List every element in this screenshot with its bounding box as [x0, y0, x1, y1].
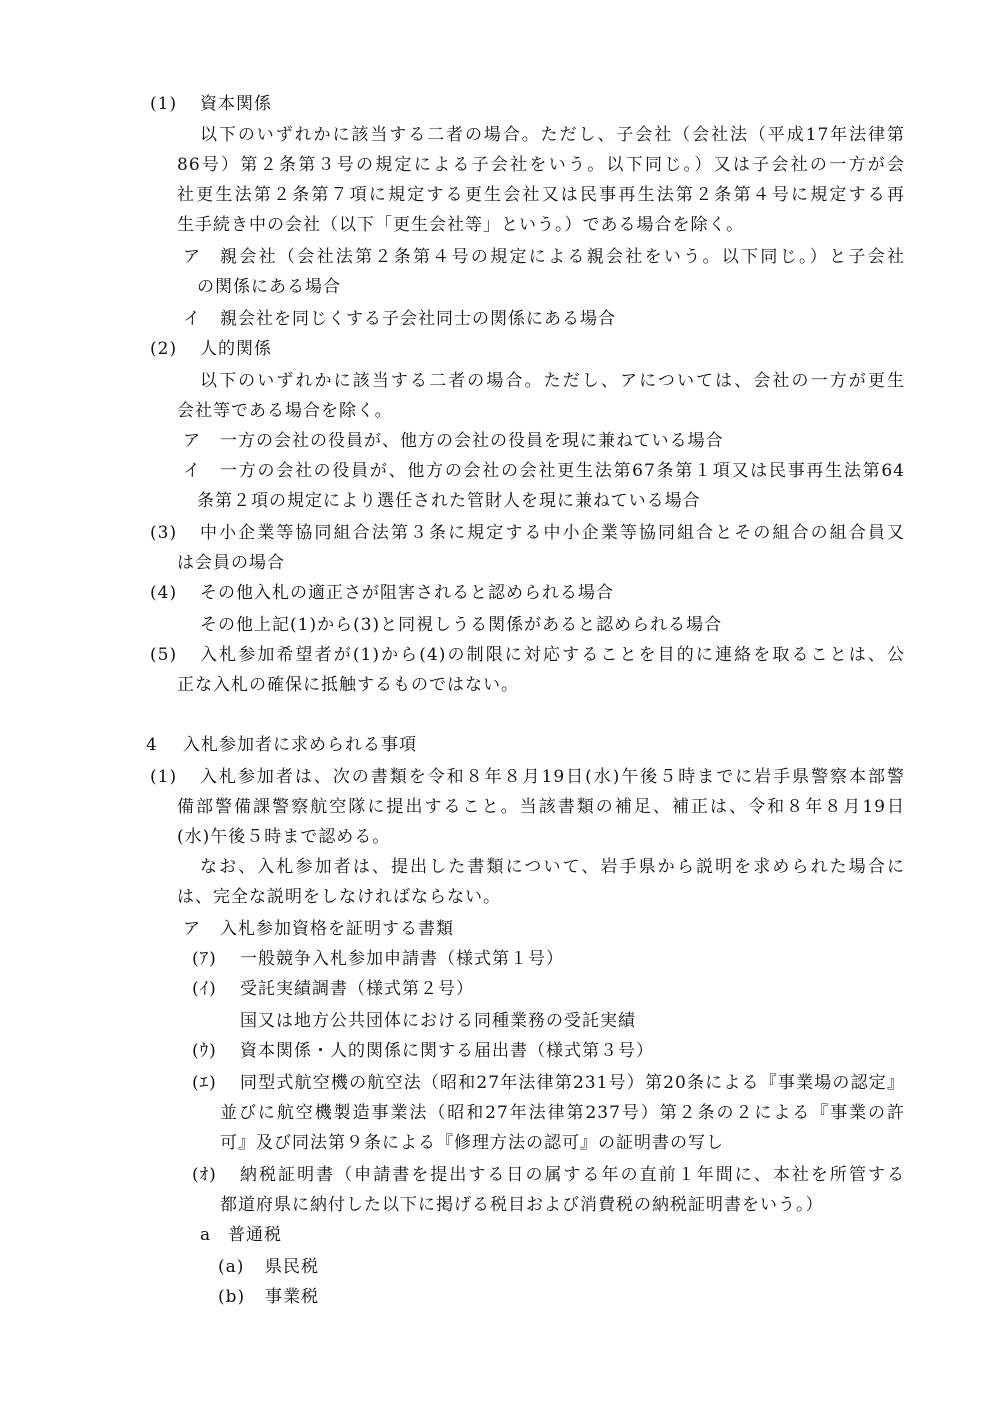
line-text: 社更生法第２条第７項に規定する更生会社又は民事再生法第２条第４号に規定する再: [177, 185, 905, 205]
line-text: 納税証明書（申請書を提出する日の属する年の直前１年間に、本社を所管する: [240, 1165, 905, 1185]
line-text: 入札参加者は、次の書類を令和８年８月19日(水)午後５時までに岩手県警察本部警: [200, 767, 905, 787]
line-text: 並びに航空機製造事業法（昭和27年法律第237号）第２条の２による『事業の許: [220, 1103, 905, 1123]
line-text: 会社等である場合を除く。: [177, 401, 393, 421]
line-text: 入札参加者に求められる事項: [183, 735, 417, 755]
line-text: 事業税: [265, 1287, 319, 1307]
line-text: 受託実績調書（様式第２号）: [240, 979, 474, 999]
line-text: 親会社を同じくする子会社同士の関係にある場合: [220, 309, 616, 329]
line-text: 以下のいずれかに該当する二者の場合。ただし、アについては、会社の一方が更生: [200, 371, 905, 391]
line-text: は会員の場合: [177, 553, 285, 573]
item-marker: (a): [218, 1257, 245, 1277]
item-marker: ア: [183, 247, 201, 267]
item-marker: (3): [150, 523, 178, 543]
line-text: 一方の会社の役員が、他方の会社の会社更生法第67条第１項又は民事再生法第64: [220, 461, 905, 481]
item-marker: ア: [183, 919, 201, 939]
line-text: 都道府県に納付した以下に掲げる税目および消費税の納税証明書をいう。）: [220, 1195, 824, 1215]
item-marker: (ｳ): [192, 1041, 217, 1061]
line-text: 県民税: [265, 1257, 319, 1277]
line-text: 中小企業等協同組合法第３条に規定する中小企業等協同組合とその組合の組合員又: [200, 523, 905, 543]
line-text: 備部警備課警察航空隊に提出すること。当該書類の補足、補正は、令和８年８月19日: [177, 797, 905, 817]
item-marker: (2): [150, 339, 178, 359]
line-text: 入札参加希望者が(1)から(4)の制限に対応することを目的に連絡を取ることは、公: [200, 645, 905, 665]
item-marker: (ｲ): [192, 979, 217, 999]
line-text: 正な入札の確保に抵触するものではない。: [177, 675, 519, 695]
line-text: (水)午後５時まで認める。: [177, 827, 391, 847]
line-text: は、完全な説明をしなければならない。: [177, 887, 501, 907]
line-text: 一般競争入札参加申請書（様式第１号）: [240, 949, 564, 969]
line-text: 86号）第２条第３号の規定による子会社をいう。以下同じ。）又は子会社の一方が会: [177, 155, 905, 175]
item-marker: イ: [183, 309, 201, 329]
line-text: その他入札の適正さが阻害されると認められる場合: [200, 583, 614, 603]
line-text: 資本関係: [200, 94, 272, 114]
line-text: その他上記(1)から(3)と同視しうる関係があると認められる場合: [200, 615, 723, 635]
item-marker: イ: [183, 461, 201, 481]
item-marker: (b): [218, 1287, 246, 1307]
item-marker: (ｱ): [192, 949, 217, 969]
line-text: 国又は地方公共団体における同種業務の受託実績: [240, 1011, 636, 1031]
line-text: 以下のいずれかに該当する二者の場合。ただし、子会社（会社法（平成17年法律第: [200, 125, 905, 145]
item-marker: (ｴ): [192, 1073, 217, 1093]
item-marker: (1): [150, 94, 178, 114]
line-text: 条第２項の規定により選任された管財人を現に兼ねている場合: [197, 491, 701, 511]
line-text: の関係にある場合: [197, 277, 341, 297]
line-text: 生手続き中の会社（以下「更生会社等」という。）である場合を除く。: [177, 215, 745, 235]
line-text: 普通税: [228, 1225, 282, 1245]
line-text: 資本関係・人的関係に関する届出書（様式第３号）: [240, 1041, 654, 1061]
item-marker: (1): [150, 767, 178, 787]
line-text: 親会社（会社法第２条第４号の規定による親会社をいう。以下同じ。）と子会社: [220, 247, 905, 267]
line-text: 同型式航空機の航空法（昭和27年法律第231号）第20条による『事業場の認定』: [240, 1073, 905, 1093]
item-marker: (4): [150, 583, 178, 603]
item-marker: ア: [183, 431, 201, 451]
item-marker: (5): [150, 645, 178, 665]
item-marker: (ｵ): [192, 1165, 217, 1185]
item-marker: 4: [146, 735, 158, 755]
line-text: なお、入札参加者は、提出した書類について、岩手県から説明を求められた場合に: [200, 857, 905, 877]
item-marker: a: [200, 1225, 212, 1245]
line-text: 一方の会社の役員が、他方の会社の役員を現に兼ねている場合: [220, 431, 724, 451]
line-text: 入札参加資格を証明する書類: [220, 919, 454, 939]
line-text: 人的関係: [200, 339, 272, 359]
line-text: 可』及び同法第９条による『修理方法の認可』の証明書の写し: [220, 1133, 724, 1153]
